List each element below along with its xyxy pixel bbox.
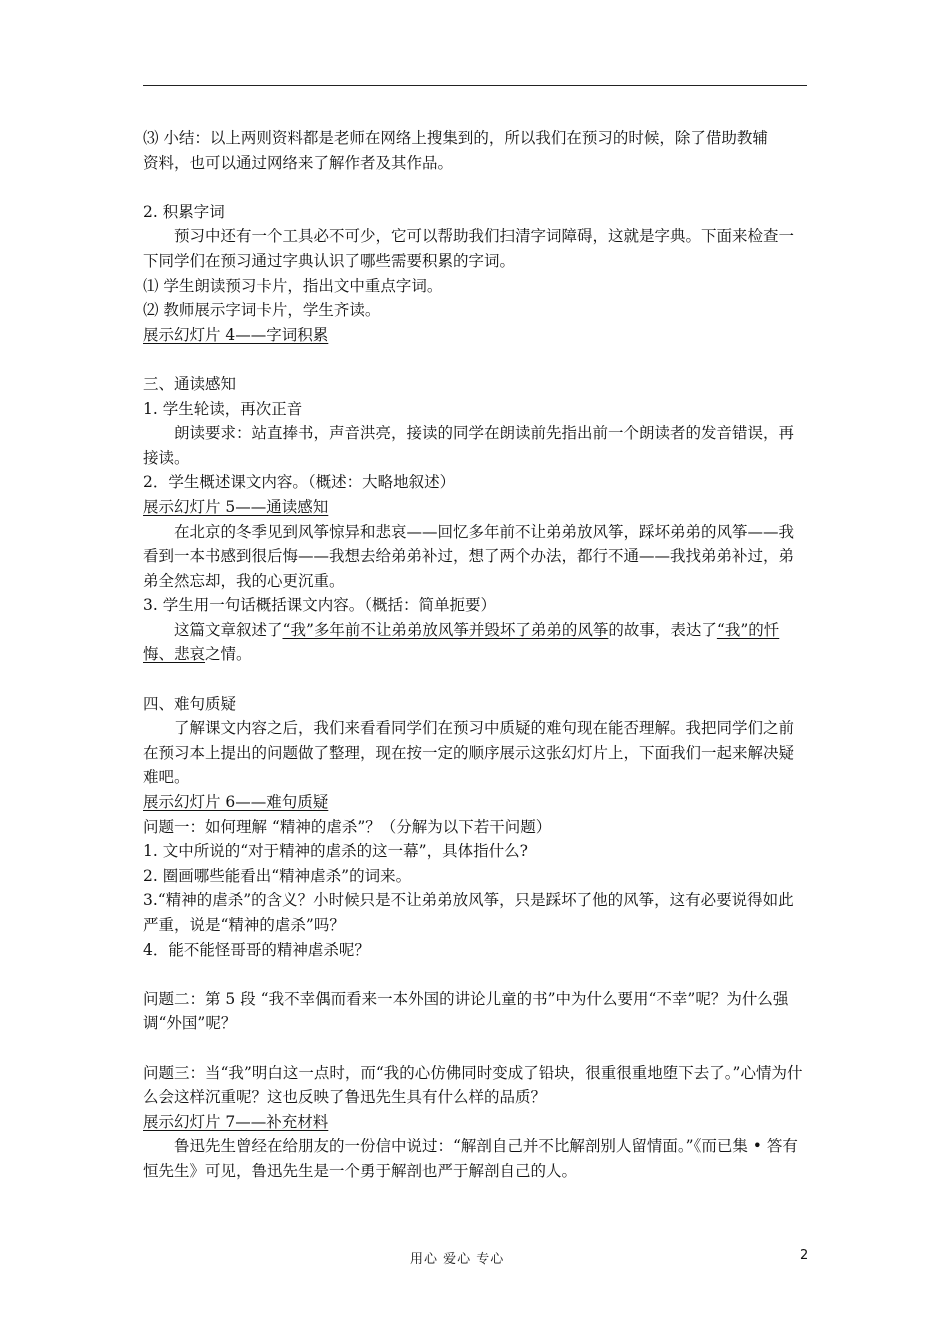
summary-text-c: 之情。 [205,645,252,664]
section-2-item-2: ⑵ 教师展示字词卡片，学生齐读。 [143,301,381,320]
question-2: 问题二：第 5 段 “我不幸偶而看来一本外国的讲论儿童的书”中为什么要用“不幸”呢？为什么强调“外国”呢？ [143,989,789,1033]
page-number: 2 [800,1248,809,1263]
question-1-sub-3: 3.“精神的虐杀”的含义？小时候只是不让弟弟放风筝，只是踩坏了他的风筝，这有必要说得如此严重，说是“精神的虐杀”吗？ [143,891,794,934]
section-2-paragraph: 预习中还有一个工具必不可少，它可以帮助我们扫清字词障碍，这就是字典。下面来检查一下同学们在预习通过字典认识了哪些需要积累的字词。 [143,227,795,270]
question-3: 问题三：当“我”明白这一点时，而“我的心仿佛同时变成了铅块，很重很重地堕下去了。”心情为什么会这样沉重呢？这也反映了鲁迅先生具有什么样的品质？ [143,1063,803,1107]
summary-text-a: 这篇文章叙述了 [174,620,283,639]
section-3-item-1: 1. 学生轮读，再次正音 [143,399,303,418]
section-3-paragraph-1: 朗读要求：站直捧书，声音洪亮，接读的同学在朗读前先指出前一个朗读者的发音错误，再接读。 [143,424,795,467]
slide-7-label: 展示幻灯片 7——补充材料 [143,1112,329,1131]
summary-line-2: 资料，也可以通过网络来了解作者及其作品。 [143,153,454,172]
section-4-paragraph-1: 了解课文内容之后，我们来看看同学们在预习中质疑的难句现在能否理解。我把同学们之前在预习本上提出的问题做了整理，现在按一定的顺序展示这张幻灯片上，下面我们一起来解决疑难吧。 [143,719,795,787]
section-2-title: 2. 积累字词 [143,202,225,221]
slide-4-label: 展示幻灯片 4——字词积累 [143,325,329,344]
summary-underline-1: “我”多年前不让弟弟放风筝并毁坏了弟弟的风筝 [282,620,609,639]
slide-5-label: 展示幻灯片 5——通读感知 [143,497,329,516]
document-body [143,126,807,1184]
footer-motto: 用心 爱心 专心 [410,1252,505,1267]
section-4-title: 四、难句质疑 [143,694,237,713]
question-1-sub-1: 1. 文中所说的“对于精神的虐杀的这一幕”，具体指什么? [143,842,528,861]
summary-text-b: 的故事，表达了 [608,620,717,639]
summary-underline-2: “我”的忏悔、悲哀 [143,620,780,664]
section-2-item-1: ⑴ 学生朗读预习卡片，指出文中重点字词。 [143,276,443,295]
question-1: 问题一：如何理解 “精神的虐杀”？（分解为以下若干问题） [143,817,552,836]
question-1-sub-2: 2. 圈画哪些能看出“精神虐杀”的词来。 [143,866,412,885]
question-1-sub-4: 4．能不能怪哥哥的精神虐杀呢？ [143,940,370,959]
section-3-paragraph-2: 在北京的冬季见到风筝惊异和悲哀——回忆多年前不让弟弟放风筝，踩坏弟弟的风筝——我看到一本书感到很后悔——我想去给弟弟补过，想了两个办法，都行不通——我找弟弟补过，弟弟全然忘却，我的心更沉重。 [143,522,795,590]
summary-line-1: ⑶ 小结：以上两则资料都是老师在网络上搜集到的，所以我们在预习的时候，除了借助教辅 [143,129,768,147]
section-4-paragraph-2: 鲁迅先生曾经在给朋友的一份信中说过：“解剖自己并不比解剖别人留情面。”《而已集 • 答有恒先生》可见，鲁迅先生是一个勇于解剖也严于解剖自己的人。 [143,1137,798,1180]
section-3-item-2: 2．学生概述课文内容。（概述：大略地叙述） [143,473,456,492]
section-3-item-3: 3. 学生用一句话概括课文内容。（概括：简单扼要） [143,596,496,615]
section-3-paragraph-3 [143,618,807,667]
section-3-title: 三、通读感知 [143,374,237,393]
header-rule [143,85,807,86]
slide-6-label: 展示幻灯片 6——难句质疑 [143,793,329,812]
